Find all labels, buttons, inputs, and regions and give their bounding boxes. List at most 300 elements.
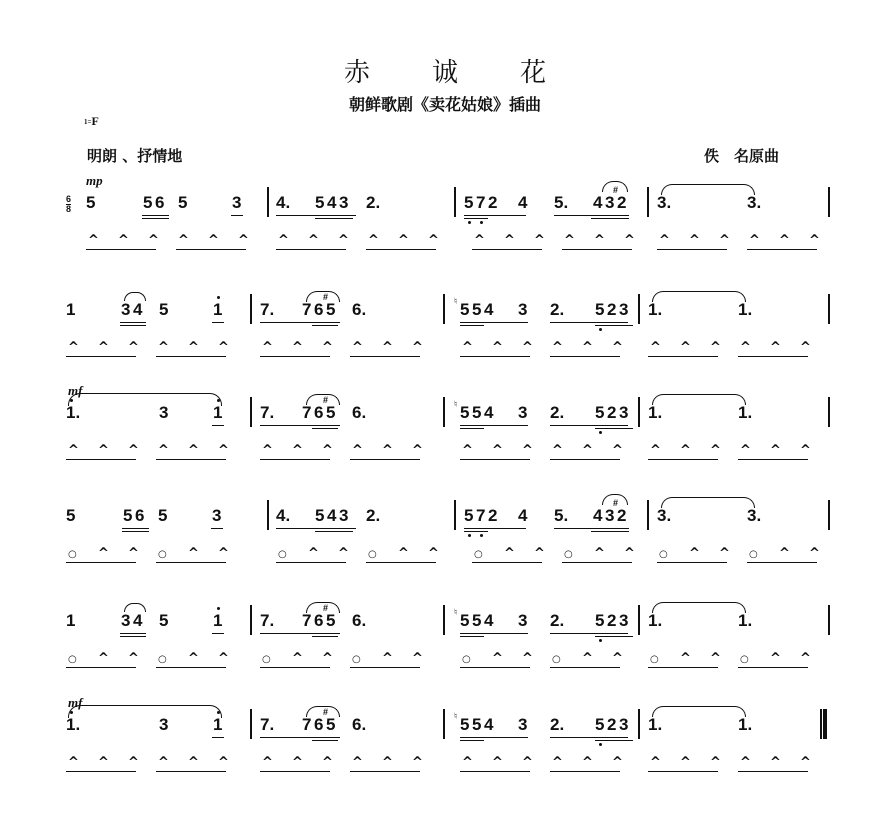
tie	[652, 394, 746, 405]
note: 2	[488, 506, 498, 525]
accent-beat-mark: ^	[680, 651, 691, 666]
accent-beat-mark: ^	[719, 546, 730, 561]
accent-beat-mark: ^	[128, 755, 139, 770]
beam-line	[312, 740, 338, 741]
accent-beat-mark: ^	[492, 755, 503, 770]
barline	[250, 605, 252, 635]
barline	[638, 605, 640, 635]
accidental: ♮	[454, 399, 458, 409]
beam-line	[591, 531, 629, 532]
note: 5	[315, 193, 325, 212]
note: 6	[155, 193, 165, 212]
note: 2	[607, 611, 617, 630]
note: 5	[464, 506, 474, 525]
accent-beat-mark: ^	[428, 546, 439, 561]
note: 5	[595, 300, 605, 319]
accent-beat-mark: ^	[582, 443, 593, 458]
accent-beat-mark: ^	[188, 546, 199, 561]
beam-line	[231, 215, 243, 216]
note: 7.	[260, 300, 275, 319]
note: 5	[326, 403, 336, 422]
note: 3.	[747, 506, 762, 525]
open-beat-mark: ○	[352, 654, 361, 665]
beat-group-line	[460, 667, 530, 668]
key-signature	[84, 116, 99, 128]
accent-beat-mark: ^	[689, 546, 700, 561]
low-octave-dot	[468, 534, 471, 537]
beam-line	[460, 737, 528, 738]
slur	[124, 292, 146, 301]
beat-group-line	[156, 667, 226, 668]
beat-group-line	[350, 459, 420, 460]
accent-beat-mark: ^	[68, 340, 79, 355]
accent-beat-mark: ^	[492, 443, 503, 458]
accent-beat-mark: ^	[462, 443, 473, 458]
beat-group-line	[460, 459, 530, 460]
accent-beat-mark: ^	[800, 340, 811, 355]
beam-line	[315, 218, 353, 219]
accent-beat-mark: ^	[492, 340, 503, 355]
accent-beat-mark: ^	[809, 233, 820, 248]
beam-line	[212, 737, 224, 738]
accent-beat-mark: ^	[352, 443, 363, 458]
score-system	[60, 695, 840, 775]
note: 5	[472, 715, 482, 734]
beam-line	[460, 633, 528, 634]
note: 4	[518, 193, 528, 212]
note: 5.	[554, 506, 569, 525]
note: 6.	[352, 611, 367, 630]
note: 5	[460, 403, 470, 422]
low-octave-dot	[599, 639, 602, 642]
accent-beat-mark: ^	[128, 443, 139, 458]
note: 4	[133, 300, 143, 319]
beat-group-line	[260, 667, 330, 668]
slur	[306, 394, 340, 405]
key-value: F	[91, 114, 99, 128]
note: 4	[484, 611, 494, 630]
beam-line	[276, 215, 356, 216]
note: 5	[326, 300, 336, 319]
beat-group-line	[550, 356, 620, 357]
barline	[454, 500, 456, 530]
accent-beat-mark: ^	[522, 340, 533, 355]
score-system	[60, 290, 840, 360]
beat-group-line	[738, 667, 808, 668]
accent-beat-mark: ^	[612, 443, 623, 458]
accent-beat-mark: ^	[800, 443, 811, 458]
beat-group-line	[66, 459, 136, 460]
beat-group-line	[648, 667, 718, 668]
slur	[306, 706, 340, 717]
score-system	[60, 601, 840, 671]
beat-group-line	[550, 771, 620, 772]
accent-beat-mark: ^	[178, 233, 189, 248]
beam-line	[460, 425, 528, 426]
beam-line	[312, 325, 338, 326]
accent-beat-mark: ^	[118, 233, 129, 248]
note: 3	[159, 403, 169, 422]
accent-beat-mark: ^	[582, 340, 593, 355]
accent-beat-mark: ^	[322, 340, 333, 355]
beam-line	[120, 325, 146, 326]
accent-beat-mark: ^	[428, 233, 439, 248]
accidental: ♮	[454, 296, 458, 306]
accent-beat-mark: ^	[650, 340, 661, 355]
tie	[652, 706, 746, 717]
beam-line	[312, 636, 338, 637]
accent-beat-mark: ^	[308, 546, 319, 561]
note: 4.	[276, 506, 291, 525]
open-beat-mark: ○	[740, 654, 749, 665]
beat-group-line	[738, 356, 808, 357]
beam-line	[276, 528, 356, 529]
barline	[638, 397, 640, 427]
note: 7	[302, 300, 312, 319]
accent-beat-mark: ^	[680, 755, 691, 770]
tie	[661, 184, 755, 195]
beam-line	[260, 425, 340, 426]
accidental: ♮	[454, 711, 458, 721]
beam-line	[464, 528, 526, 529]
note: 5	[460, 715, 470, 734]
note: 1.	[66, 403, 81, 422]
note: 1	[213, 611, 223, 630]
note: 5	[595, 611, 605, 630]
accent-beat-mark: ^	[238, 233, 249, 248]
accent-beat-mark: ^	[719, 233, 730, 248]
note: 6	[314, 611, 324, 630]
open-beat-mark: ○	[368, 549, 377, 560]
accent-beat-mark: ^	[262, 443, 273, 458]
accent-beat-mark: ^	[218, 755, 229, 770]
accent-beat-mark: ^	[322, 651, 333, 666]
beat-group-line	[562, 562, 632, 563]
barline	[828, 187, 830, 217]
dynamic-marking: mf	[68, 383, 83, 398]
accent-beat-mark: ^	[208, 233, 219, 248]
open-beat-mark: ○	[474, 549, 483, 560]
note: 5	[86, 193, 96, 212]
note: 5	[178, 193, 188, 212]
note: 1	[66, 300, 76, 319]
note: 6.	[352, 715, 367, 734]
accent-beat-mark: ^	[292, 651, 303, 666]
accent-beat-mark: ^	[98, 443, 109, 458]
accent-beat-mark: ^	[710, 340, 721, 355]
accent-beat-mark: ^	[148, 233, 159, 248]
beam-line	[211, 528, 223, 529]
open-beat-mark: ○	[158, 549, 167, 560]
note: 6	[314, 300, 324, 319]
accent-beat-mark: ^	[740, 443, 751, 458]
beat-group-line	[156, 771, 226, 772]
note: 1.	[648, 715, 663, 734]
note: 5	[143, 193, 153, 212]
tie	[68, 393, 222, 406]
low-octave-dot	[480, 221, 483, 224]
tempo-marking: 明朗 、抒情地	[87, 147, 183, 165]
beam-line	[122, 528, 149, 529]
note: 3	[619, 300, 629, 319]
accent-beat-mark: ^	[534, 233, 545, 248]
accent-beat-mark: ^	[188, 651, 199, 666]
accent-beat-mark: ^	[689, 233, 700, 248]
beat-group-line	[366, 562, 436, 563]
accent-beat-mark: ^	[522, 755, 533, 770]
beam-line	[460, 740, 484, 741]
note: 1	[213, 715, 223, 734]
beat-group-line	[738, 459, 808, 460]
tie	[652, 291, 746, 302]
accent-beat-mark: ^	[522, 443, 533, 458]
beam-line	[595, 325, 633, 326]
accent-beat-mark: ^	[128, 340, 139, 355]
note: 3	[339, 193, 349, 212]
accent-beat-mark: ^	[382, 651, 393, 666]
barline	[647, 187, 649, 217]
accent-beat-mark: ^	[352, 340, 363, 355]
beam-line	[212, 425, 224, 426]
note: 1.	[738, 715, 753, 734]
barline	[443, 294, 445, 324]
beam-line	[554, 528, 629, 529]
accent-beat-mark: ^	[770, 443, 781, 458]
note: 2	[617, 506, 627, 525]
beam-line	[595, 428, 633, 429]
note: 5	[123, 506, 133, 525]
beam-line	[122, 531, 149, 532]
note: 5	[326, 715, 336, 734]
open-beat-mark: ○	[68, 549, 77, 560]
accent-beat-mark: ^	[368, 233, 379, 248]
beat-group-line	[66, 356, 136, 357]
accent-beat-mark: ^	[218, 340, 229, 355]
beam-line	[591, 218, 629, 219]
note: 3	[619, 715, 629, 734]
beam-line	[212, 633, 224, 634]
open-beat-mark: ○	[158, 654, 167, 665]
accent-beat-mark: ^	[68, 443, 79, 458]
accent-beat-mark: ^	[412, 443, 423, 458]
beat-group-line	[156, 356, 226, 357]
accent-beat-mark: ^	[749, 233, 760, 248]
beat-group-line	[550, 667, 620, 668]
beam-line	[595, 740, 633, 741]
note: 4	[484, 300, 494, 319]
barline	[250, 709, 252, 739]
low-octave-dot	[599, 328, 602, 331]
note: 4	[133, 611, 143, 630]
accent-beat-mark: ^	[680, 340, 691, 355]
beat-group-line	[472, 562, 542, 563]
accent-beat-mark: ^	[770, 651, 781, 666]
high-octave-dot	[217, 296, 220, 299]
accent-beat-mark: ^	[88, 233, 99, 248]
accent-beat-mark: ^	[398, 233, 409, 248]
beam-line	[460, 428, 484, 429]
accent-beat-mark: ^	[98, 340, 109, 355]
note: 2.	[550, 715, 565, 734]
note: 3	[605, 506, 615, 525]
accent-beat-mark: ^	[218, 651, 229, 666]
note: 2.	[366, 506, 381, 525]
score-title: 赤诚花	[343, 58, 608, 88]
accent-beat-mark: ^	[474, 233, 485, 248]
note: 3.	[657, 193, 672, 212]
accent-beat-mark: ^	[68, 755, 79, 770]
note: 1.	[66, 715, 81, 734]
tie	[661, 497, 755, 508]
note: 2.	[550, 300, 565, 319]
accent-beat-mark: ^	[594, 233, 605, 248]
note: 2	[607, 403, 617, 422]
accidental: #	[613, 185, 619, 195]
note: 3.	[657, 506, 672, 525]
note: 7	[476, 193, 486, 212]
note: 2.	[366, 193, 381, 212]
accent-beat-mark: ^	[128, 651, 139, 666]
beat-group-line	[156, 459, 226, 460]
accent-beat-mark: ^	[740, 340, 751, 355]
score-system	[60, 383, 840, 463]
accent-beat-mark: ^	[552, 755, 563, 770]
note: 7	[476, 506, 486, 525]
accent-beat-mark: ^	[158, 443, 169, 458]
note: 5	[326, 611, 336, 630]
barline	[250, 397, 252, 427]
note: 1.	[738, 611, 753, 630]
accent-beat-mark: ^	[800, 755, 811, 770]
note: 3	[619, 403, 629, 422]
accent-beat-mark: ^	[338, 546, 349, 561]
barline	[443, 709, 445, 739]
note: 5	[595, 403, 605, 422]
beat-group-line	[648, 771, 718, 772]
accent-beat-mark: ^	[292, 443, 303, 458]
note: 7.	[260, 715, 275, 734]
slur	[306, 602, 340, 613]
barline	[828, 397, 830, 427]
time-sig-denominator: 8	[66, 204, 72, 214]
accent-beat-mark: ^	[612, 755, 623, 770]
note: 2.	[550, 611, 565, 630]
accent-beat-mark: ^	[322, 443, 333, 458]
accent-beat-mark: ^	[534, 546, 545, 561]
beat-group-line	[156, 562, 226, 563]
accent-beat-mark: ^	[552, 340, 563, 355]
beam-line	[260, 737, 340, 738]
beat-group-line	[276, 249, 346, 250]
open-beat-mark: ○	[462, 654, 471, 665]
beam-line	[464, 218, 488, 219]
beat-group-line	[260, 459, 330, 460]
note: 4	[484, 403, 494, 422]
note: 5	[595, 715, 605, 734]
accent-beat-mark: ^	[504, 233, 515, 248]
note: 1	[213, 403, 223, 422]
dynamic-marking: mf	[68, 695, 83, 710]
note: 5	[315, 506, 325, 525]
note: 6	[314, 715, 324, 734]
beam-line	[315, 531, 353, 532]
beam-line	[460, 325, 484, 326]
note: 2	[488, 193, 498, 212]
accent-beat-mark: ^	[462, 340, 473, 355]
accent-beat-mark: ^	[382, 340, 393, 355]
note: 5	[66, 506, 76, 525]
beam-line	[312, 428, 338, 429]
note: 5.	[554, 193, 569, 212]
accent-beat-mark: ^	[322, 755, 333, 770]
open-beat-mark: ○	[659, 549, 668, 560]
note: 3	[159, 715, 169, 734]
accent-beat-mark: ^	[650, 755, 661, 770]
accent-beat-mark: ^	[779, 233, 790, 248]
open-beat-mark: ○	[749, 549, 758, 560]
beat-group-line	[260, 771, 330, 772]
note: 7	[302, 715, 312, 734]
accidental: #	[323, 292, 329, 302]
beam-line	[120, 633, 146, 634]
accent-beat-mark: ^	[659, 233, 670, 248]
accent-beat-mark: ^	[680, 443, 691, 458]
beam-line	[550, 737, 628, 738]
accent-beat-mark: ^	[308, 233, 319, 248]
accent-beat-mark: ^	[398, 546, 409, 561]
barline	[638, 294, 640, 324]
score-system	[60, 173, 840, 253]
accent-beat-mark: ^	[582, 651, 593, 666]
tie	[68, 705, 222, 718]
barline	[250, 294, 252, 324]
accent-beat-mark: ^	[98, 651, 109, 666]
accent-beat-mark: ^	[770, 340, 781, 355]
accent-beat-mark: ^	[779, 546, 790, 561]
beat-group-line	[738, 771, 808, 772]
beat-group-line	[366, 249, 436, 250]
slur	[306, 291, 340, 302]
note: 7	[302, 403, 312, 422]
accent-beat-mark: ^	[710, 651, 721, 666]
note: 2	[617, 193, 627, 212]
note: 3	[339, 506, 349, 525]
slur	[602, 181, 628, 192]
accent-beat-mark: ^	[650, 443, 661, 458]
note: 5	[472, 300, 482, 319]
time-signature	[66, 195, 71, 214]
beat-group-line	[747, 249, 817, 250]
note: 6.	[352, 300, 367, 319]
accent-beat-mark: ^	[262, 340, 273, 355]
note: 5	[158, 506, 168, 525]
beam-line	[142, 215, 169, 216]
accent-beat-mark: ^	[522, 651, 533, 666]
accidental: #	[323, 707, 329, 717]
dynamic-marking: mp	[86, 173, 103, 188]
beat-group-line	[350, 771, 420, 772]
barline	[267, 187, 269, 217]
beat-group-line	[550, 459, 620, 460]
slur	[124, 603, 146, 612]
beat-group-line	[657, 249, 727, 250]
note: 4	[593, 506, 603, 525]
accent-beat-mark: ^	[612, 340, 623, 355]
open-beat-mark: ○	[552, 654, 561, 665]
beam-line	[212, 322, 224, 323]
barline	[828, 500, 830, 530]
note: 4	[327, 193, 337, 212]
